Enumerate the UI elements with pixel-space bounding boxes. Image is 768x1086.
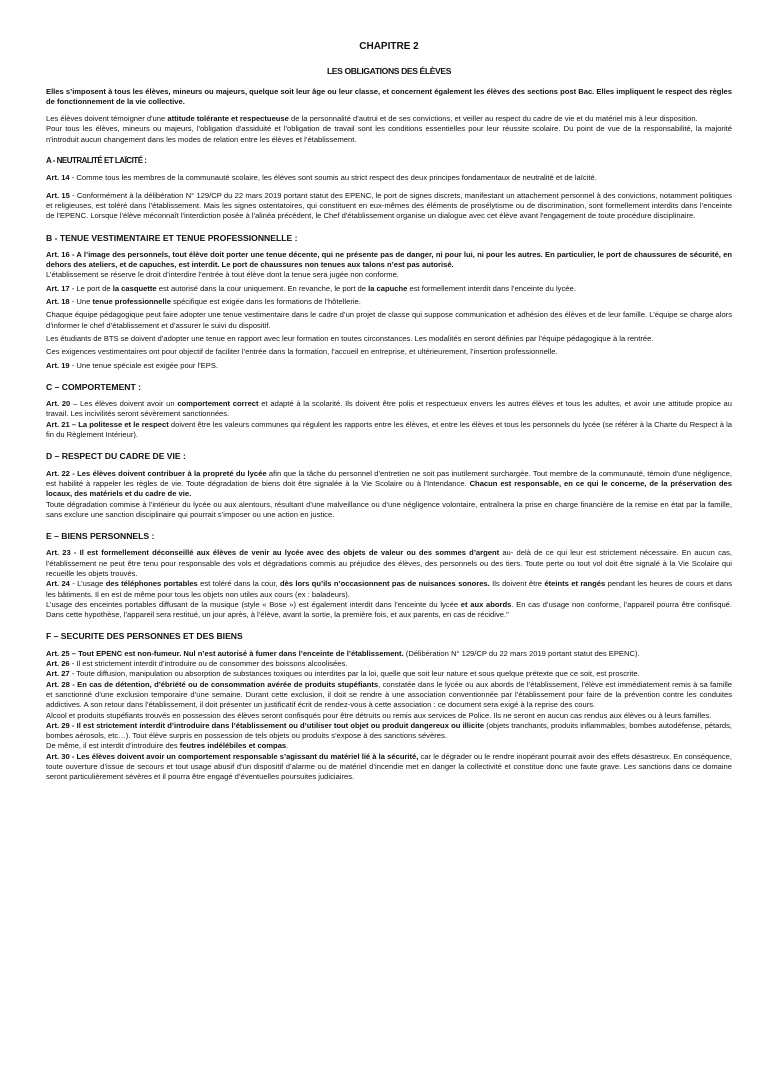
section-a-heading: A - NEUTRALITÉ ET LAÏCITÉ : xyxy=(46,156,147,166)
article-18: Art. 18 - Une tenue professionnelle spécifique est exigée dans les formations de l’hôtellerie. xyxy=(46,297,361,307)
section-b-paragraph-1: Chaque équipe pédagogique peut faire adopter une tenue vestimentaire dans le cadre d’un projet de classe qui suppose communication et adhésion des élèves et de leur famille. L’équipe se charge alors d’informer le chef d’établissement et d’assurer le suivi du dispositif. xyxy=(46,310,732,330)
article-26: Art. 26 - Il est strictement interdit d’introduire ou de consommer des boissons alcoolisées. xyxy=(46,659,348,669)
article-16: Art. 16 - A l’image des personnels, tout élève doit porter une tenue décente, qui ne présente pas de danger, ni pour lui, ni pour les autres. En particulier, le port de chaussures de sécurité, en dehors des ateliers, et de capuches, est interdit. Le port de chaussures non tenues aux talons n’est pas autorisé. xyxy=(46,249,732,270)
article-23: Art. 23 - Il est formellement déconseillé aux élèves de venir au lycée avec des objets de valeur ou des sommes d’argent au- delà de ce qui leur est strictement nécessaire. En aucun cas, l’établissement ne peut être tenu pour responsable des vols et dégradations commis au préjudice des élèves, des personnels ou des tiers. Toute perte ou tout vol doit être signalé à la Vie Scolaire qui recueille les objets trouvés. xyxy=(46,548,732,578)
article-21: Art. 21 – La politesse et le respect doivent être les valeurs communes qui régulent les rapports entre les élèves, et entre les élèves et tous les personnels du lycée (se référer à la Charte du Respect à la fin du Règlement Intérieur). xyxy=(46,419,732,440)
section-b-heading: B - TENUE VESTIMENTAIRE ET TENUE PROFESSIONNELLE : xyxy=(46,232,298,243)
chapter-title: CHAPITRE 2 xyxy=(359,41,419,52)
chapter-subtitle: LES OBLIGATIONS DES ÉLÈVES xyxy=(326,66,452,77)
intro-paragraph: Elles s’imposent à tous les élèves, mineurs ou majeurs, quelque soit leur âge ou leur classe, et concernent également les élèves des sections post Bac. Elles impliquent le respect des règles de fonctionnement de la vie collective. xyxy=(46,86,732,106)
section-f-heading: F – SECURITE DES PERSONNES ET DES BIENS xyxy=(46,631,243,642)
article-16-note: L’établissement se réserve le droit d’interdire l’entrée à tout élève dont la tenue sera jugée non conforme. xyxy=(46,270,399,280)
article-29: Art. 29 - Il est strictement interdit d’introduire dans l’établissement ou d’utiliser tout objet ou produit dangereux ou illicite (objets tranchants, produits inflammables, bombes autodéfense, pétards, bombes aérosols, etc…). Tout élève surpris en possession de tels objets ou produits s’expose à des sanctions sévères. xyxy=(46,720,733,741)
intro-paragraph-2: Les élèves doivent témoigner d'une attitude tolérante et respectueuse de la personnalité d'autrui et de ses convictions, et veiller au respect du cadre de vie et du matériel mis à leur disposition. xyxy=(46,114,698,124)
section-f-paragraph-1: Alcool et produits stupéfiants trouvés en possession des élèves seront confisqués pour être détruits ou remis aux services de Police. Ils ne seront en aucun cas rendus aux élèves ou à leurs familles. xyxy=(46,710,712,720)
section-d-paragraph: Toute dégradation commise à l’intérieur du lycée ou aux alentours, résultant d’une malveillance ou d’une négligence volontaire, entraînera la prise en charge financière de la remise en état par la famille, sans exclure une sanction disciplinaire qui pourrait s’imposer ou une action en justice. xyxy=(46,499,732,519)
article-19: Art. 19 - Une tenue spéciale est exigée pour l'EPS. xyxy=(46,360,218,370)
article-30: Art. 30 - Les élèves doivent avoir un comportement responsable s’agissant du matériel lié à la sécurité, car le dégrader ou le rendre inopérant pourrait avoir des effets désastreux. En conséquence, toute ouverture d’issue de secours et tout usage abusif d’un dispositif d’alarme ou de matériel d’incendie met en danger la collectivité et constitue donc une faute grave. Les sanctions dans ce domaine seront particulièrement sévères et il pourra être engagé d’éventuelles poursuites judiciaires. xyxy=(46,751,732,782)
article-14: Art. 14 - Comme tous les membres de la communauté scolaire, les élèves sont soumis au strict respect des deux principes fondamentaux de neutralité et de laïcité. xyxy=(46,173,597,183)
section-b-paragraph-3: Ces exigences vestimentaires ont pour objectif de faciliter l’entrée dans la formation, l’accueil en entreprise, et ultérieurement, l’insertion professionnelle. xyxy=(46,347,558,357)
article-27: Art. 27 - Toute diffusion, manipulation ou absorption de substances toxiques ou interdites par la loi, quelle que soit leur nature et sous quelque prétexte que ce soit, est proscrite. xyxy=(46,669,640,679)
article-17: Art. 17 - Le port de la casquette est autorisé dans la cour uniquement. En revanche, le port de la capuche est formellement interdit dans l’enceinte du lycée. xyxy=(46,283,576,293)
article-20: Art. 20 – Les élèves doivent avoir un comportement correct et adapté à la scolarité. Ils doivent être polis et respectueux envers les autres élèves et tous les adultes, et avoir une attitude propice au travail. Les incivilités seront sévèrement sanctionnées. xyxy=(46,399,732,419)
article-25: Art. 25 – Tout EPENC est non-fumeur. Nul n’est autorisé à fumer dans l’enceinte de l’établissement. (Délibération N° 129/CP du 22 mars 2019 portant statut des EPENC). xyxy=(46,648,640,658)
article-15: Art. 15 - Conformément à la délibération N° 129/CP du 22 mars 2019 portant statut des EPENC, le port de signes discrets, manifestant un attachement personnel à des convictions, notamment politiques et religieuses, est toléré dans l’établissement. Mais les signes ostentatoires, qui constituent en eux-mêmes des éléments de prosélytisme ou de discrimination, sont formellement interdits dans l’enceinte de l’EPENC. Lorsque l'élève méconnaît l'interdiction posée à l'alinéa précédent, le Chef d'établissement organise un dialogue avec cet élève avant l'engagement de toute procédure disciplinaire. xyxy=(46,190,732,221)
article-24: Art. 24 - L’usage des téléphones portables est toléré dans la cour, dès lors qu’ils n’occasionnent pas de nuisances sonores. Ils doivent être éteints et rangés pendant les heures de cours et dans les bâtiments. Il en est de même pour tous les objets non utiles aux cours (ex : baladeurs). xyxy=(46,579,732,599)
intro-paragraph-3: Pour tous les élèves, mineurs ou majeurs, l'obligation d'assiduité et l'obligation de travail sont les conditions essentielles pour leur réussite scolaire. Du point de vue de la responsabilité, la majorité n'introduit aucun changement dans les modes de relation entre les élèves et l’établissement. xyxy=(46,124,732,144)
section-f-paragraph-2: De même, il est interdit d’introduire des feutres indélébiles et compas. xyxy=(46,741,289,751)
section-b-paragraph-2: Les étudiants de BTS se doivent d’adopter une tenue en rapport avec leur formation en toutes circonstances. Les modalités en seront définies par l’équipe pédagogique à la rentrée. xyxy=(46,333,654,343)
section-e-heading: E – BIENS PERSONNELS : xyxy=(46,531,155,542)
section-d-heading: D – RESPECT DU CADRE DE VIE : xyxy=(46,451,186,462)
article-28: Art. 28 - En cas de détention, d’ébriété ou de consommation avérée de produits stupéfiants, constatée dans le lycée ou aux abords de l’établissement, l’élève est immédiatement remis à sa famille et sanctionné d’une exclusion temporaire d’une semaine. Durant cette exclusion, il doit se rendre à une association conventionnée par l’établissement pour faire de la prévention contre les conduites addictives. A son retour dans l’établissement, il doit présenter un justificatif écrit de rendez-vous à cette association : ce document sera exigé à la reprise des cours. xyxy=(46,679,732,710)
section-c-heading: C – COMPORTEMENT : xyxy=(46,381,142,392)
article-22: Art. 22 - Les élèves doivent contribuer à la propreté du lycée afin que la tâche du personnel d'entretien ne soit pas inutilement surchargée. Tout membre de la communauté, témoin d'une négligence, est habilité à rappeler les règles de vie. Toute dégradation de biens doit être signalée à la Vie Scolaire ou à l'Intendance. Chacun est responsable, en ce qui le concerne, de la préservation des locaux, des matériels et du cadre de vie. xyxy=(46,468,732,499)
section-e-paragraph: L’usage des enceintes portables diffusant de la musique (style « Bose ») est également interdit dans l’enceinte du lycée et aux abords. En cas d’usage non conforme, l’appareil pourra être confisqué. Dans cette hypothèse, l’appareil sera restitué, un jour après, à l’élève, avant la sortie, la première fois, et aux parents, en cas de récidive." xyxy=(46,599,732,620)
